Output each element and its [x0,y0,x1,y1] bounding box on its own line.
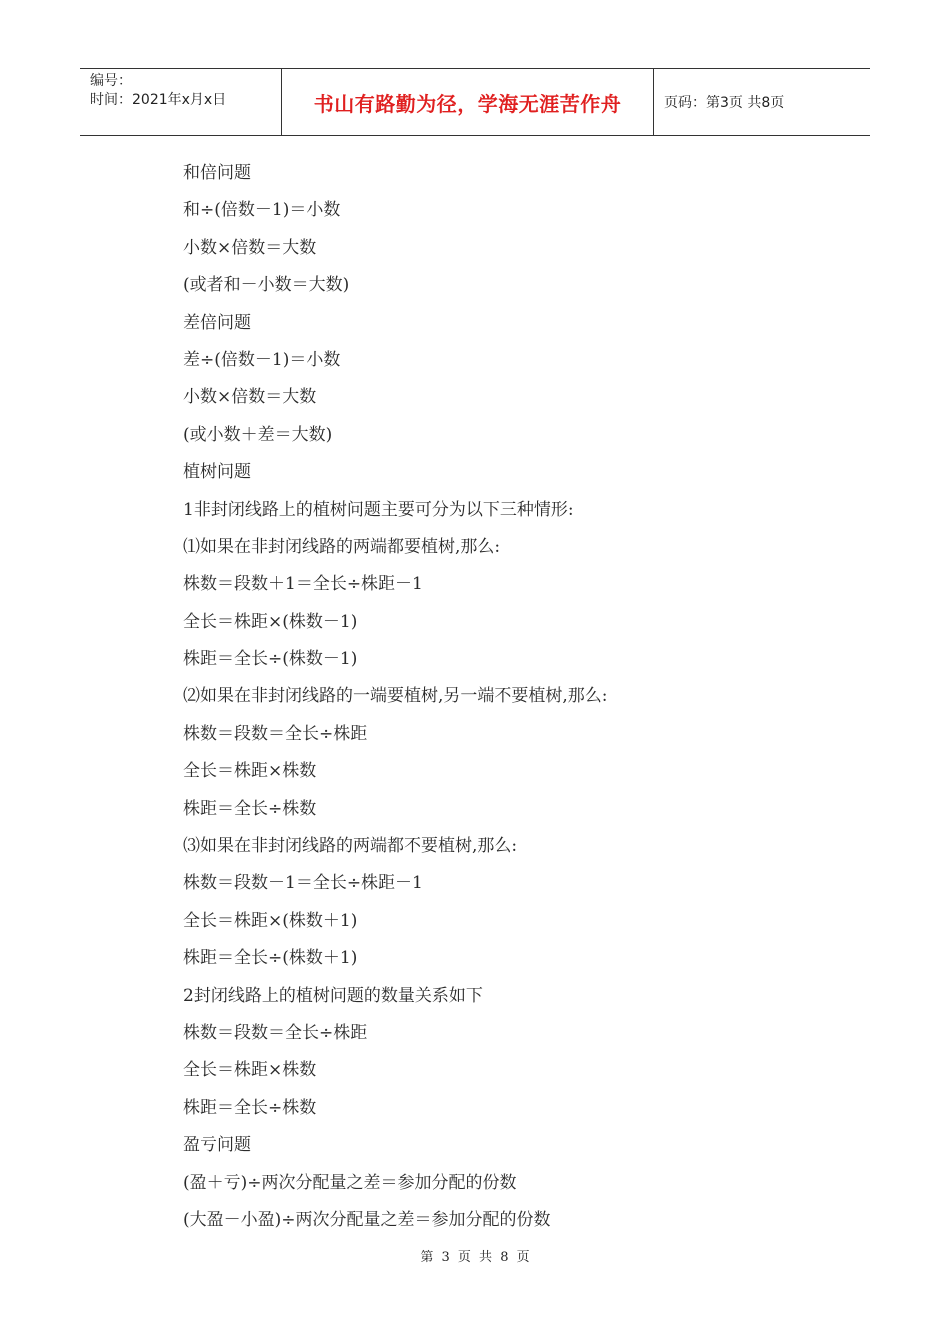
body-line: 全长＝株距×(株数＋1) [183,910,358,931]
body-line: 小数×倍数＝大数 [183,387,317,408]
body-line: 株距＝全长÷(株数－1) [183,649,358,670]
body-line: 和÷(倍数－1)＝小数 [183,200,341,221]
body-line: (或者和－小数＝大数) [183,275,350,296]
body-line: 株距＝全长÷株数 [183,798,317,819]
page-footer: 第 3 页 共 8 页 [420,1250,530,1265]
body-line: 差÷(倍数－1)＝小数 [183,349,341,370]
body-line: 小数×倍数＝大数 [183,237,317,258]
body-line: 全长＝株距×(株数－1) [183,611,358,632]
page-header [80,68,870,136]
body-line: 株距＝全长÷(株数＋1) [183,948,358,969]
body-line: 差倍问题 [183,312,251,333]
body-line: 和倍问题 [183,163,251,183]
body-line: 1非封闭线路上的植树问题主要可分为以下三种情形: [183,499,574,520]
body-line: (大盈－小盈)÷两次分配量之差＝参加分配的份数 [183,1209,551,1230]
body-line: (盈＋亏)÷两次分配量之差＝参加分配的份数 [183,1172,517,1193]
body-line: ⑵如果在非封闭线路的一端要植树,另一端不要植树,那么: [183,686,608,707]
body-line: 株数＝段数－1＝全长÷株距－1 [183,873,423,894]
body-line: 株数＝段数＋1＝全长÷株距－1 [183,574,423,595]
header-motto: 书山有路勤为径，学海无涯苦作舟 [282,69,654,135]
body-line: ⑶如果在非封闭线路的两端都不要植树,那么: [183,836,518,857]
body-line: 植树问题 [183,462,251,483]
doc-number-label: 编号： [90,73,132,89]
header-page-code: 页码：第3页 共8页 [664,95,785,111]
doc-time-label: 时间：2021年x月x日 [90,92,227,108]
body-line: 株距＝全长÷株数 [183,1097,317,1118]
body-line: 株数＝段数＝全长÷株距 [183,1022,368,1043]
body-line: 全长＝株距×株数 [183,1060,317,1081]
body-line: 2封闭线路上的植树问题的数量关系如下 [183,985,483,1006]
header-meta-cell [80,69,282,135]
body-line: 全长＝株距×株数 [183,761,317,782]
body-line: 株数＝段数＝全长÷株距 [183,723,368,744]
body-line: 盈亏问题 [183,1135,251,1156]
body-line: (或小数＋差＝大数) [183,424,333,445]
body-line: ⑴如果在非封闭线路的两端都要植树,那么: [183,536,501,557]
document-body [183,155,823,1239]
